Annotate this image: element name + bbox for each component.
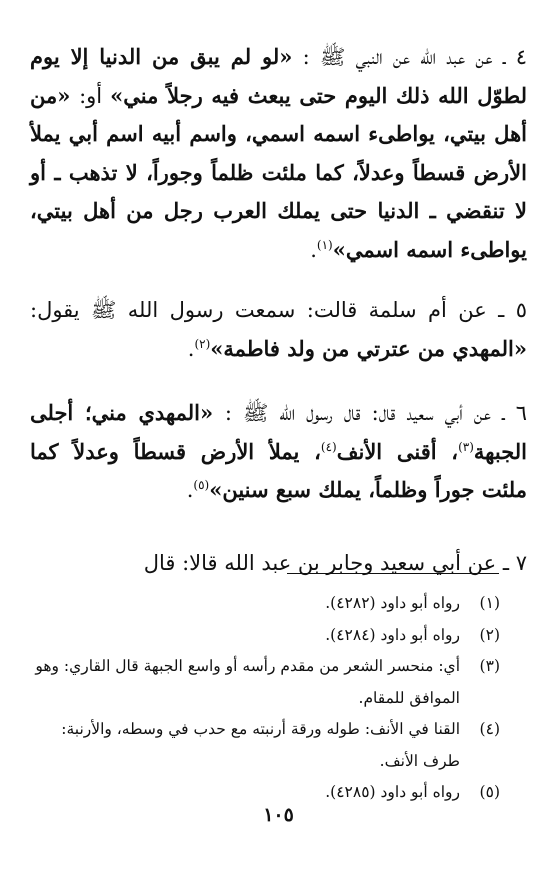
hadith-intro: عن عبد الله عن النبي ﷺ : — [302, 45, 493, 69]
footnote-divider — [287, 573, 499, 574]
hadith-intro: عن أبي سعيد وجابر بن عبد الله قالا: قال — [143, 550, 497, 575]
footnote-ref: (٥) — [193, 478, 210, 492]
footnote-ref: (٢) — [194, 336, 211, 351]
hadith-intro: عن أم سلمة قالت: سمعت رسول الله ﷺ يقول: — [30, 298, 487, 322]
footnote-text: القنا في الأنف: طوله ورقة أرنبته مع حدب في وسطه، والأرنبة: طرف الأنف. — [61, 720, 460, 770]
footnote-number: (٤) — [479, 720, 500, 738]
footnote-text: رواه أبو داود (٤٢٨٢). — [325, 594, 460, 612]
hadith-7 — [30, 544, 527, 583]
footnote-number: (٣) — [479, 657, 500, 675]
hadith-number: ٧ ـ — [502, 550, 527, 575]
main-text — [30, 38, 527, 582]
hadith-5: ٥ ـ عن أم سلمة قالت: سمعت رسول الله ﷺ يقول: «المهدي من عترتي من ولد فاطمة»$^{(٢)}$. — [30, 298, 527, 361]
hadith-intro: عن أبي سعيد قال: قال رسول الله ﷺ : — [224, 401, 491, 425]
footnote-text: رواه أبو داود (٤٢٨٤). — [325, 625, 460, 644]
hadith-number: ٤ ـ — [502, 45, 527, 69]
hadith-text: «من أهل بيتي، يواطىء اسمه اسمي، واسم أبيه اسم أبي يملأ الأرض قسطاً وعدلاً، كما ملئت ظلماً وجوراً، لا تذهب ـ أو لا تنقضي ـ الدنيا حتى يملك العرب رجل من أهل بيتي، يواطىء اسمه اسمي» — [30, 82, 527, 262]
footnote-text: أي: منحسر الشعر من مقدم رأسه أو واسع الجبهة قال القاري: وهو الموافق للمقام. — [35, 657, 460, 707]
footnote-ref: (٤) — [320, 439, 337, 454]
hadith-4: ٤ ـ عن عبد الله عن النبي ﷺ : «لو لم يبق من الدنيا إلا يوم لطوّل الله ذلك اليوم حتى يبعث فيه رجلاً مني» أو: «من أهل بيتي، يواطىء اسمه اسمي، واسم أبيه اسم أبي يملأ الأرض قسطاً وعدلاً، كما ملئت ظلماً وجوراً، لا تذهب ـ أو لا تنقضي ـ الدنيا حتى يملك العرب رجل من أهل بيتي، يواطىء اسمه اسمي»$^{(١)}$. — [30, 44, 527, 262]
hadith-text: «لو لم يبق من الدنيا إلا يوم لطوّل الله ذلك اليوم حتى يبعث فيه رجلاً مني» — [30, 44, 527, 108]
footnotes — [30, 588, 500, 809]
hadith-6: ٦ ـ عن أبي سعيد قال: قال رسول الله ﷺ : «المهدي مني؛ أجلى الجبهة$^{(٣)}$، أقنى الأنف$^{(٤)}$، يملأ الأرض قسطاً وعدلاً كما ملئت جوراً وظلماً، يملك سبع سنين»$^{(٥)}$. — [30, 400, 527, 502]
hadith-number: ٥ ـ — [498, 298, 527, 322]
hadith-text: ، أقنى الأنف — [336, 438, 459, 464]
page-number: ١٠٥ — [263, 804, 294, 826]
footnote — [30, 588, 500, 620]
hadith-number: ٦ ـ — [502, 401, 527, 425]
footnote — [30, 651, 500, 714]
hadith-text: ، يملأ الأرض قسطاً وعدلاً كما ملئت جوراً وظلماً، يملك سبع سنين» — [30, 438, 527, 502]
hadith-text: «المهدي من عترتي من ولد فاطمة» — [210, 335, 527, 361]
footnote-number: (٢) — [479, 625, 500, 644]
footnote-number: (١) — [479, 594, 500, 612]
footnote-ref: (٣) — [458, 439, 474, 454]
hadith-conjunction: أو: — [79, 83, 111, 108]
footnote-ref: (١) — [316, 237, 333, 252]
footnote — [30, 714, 500, 777]
footnote-number: (٥) — [479, 783, 500, 801]
footnote-text: رواه أبو داود (٤٢٨٥). — [325, 783, 460, 801]
footnote — [30, 620, 500, 652]
hadith-text: «المهدي مني؛ أجلى الجبهة — [30, 400, 527, 464]
